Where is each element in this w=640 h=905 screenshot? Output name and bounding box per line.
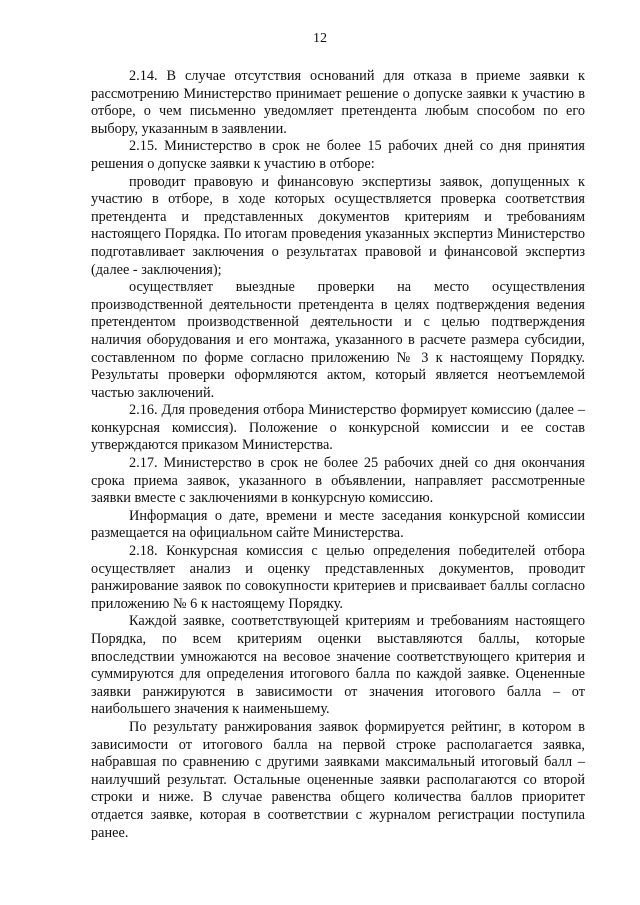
paragraph-2-15: 2.15. Министерство в срок не более 15 рабочих дней со дня принятия решения о допуске заявки к участию в отборе: <box>91 138 585 172</box>
document-body <box>91 68 585 842</box>
paragraph-2-14: 2.14. В случае отсутствия оснований для отказа в приеме заявки к рассмотрению Министерство принимает решение о допуске заявки к участию в отборе, о чем письменно уведомляет претендента любым способом по его выбору, указанным в заявлении. <box>91 68 585 137</box>
paragraph-meeting-info: Информация о дате, времени и месте заседания конкурсной комиссии размещается на официальном сайте Министерства. <box>91 507 585 542</box>
paragraph-2-18: 2.18. Конкурсная комиссия с целью определения победителей отбора осуществляет анализ и оценку представленных документов, проводит ранжирование заявок по совокупности критериев и присваивает баллы согласно приложению № 6 к настоящему Порядку. <box>91 543 585 612</box>
paragraph-2-17: 2.17. Министерство в срок не более 25 рабочих дней со дня окончания срока приема заявок, указанного в объявлении, направляет рассмотренные заявки вместе с заключениями в конкурсную комиссию. <box>91 455 585 507</box>
paragraph-expertise: проводит правовую и финансовую экспертизы заявок, допущенных к участию в отборе, в ходе которых осуществляется проверка соответствия претендента и представленных документов критериям и требованиям настоящего Порядка. По итогам проведения указанных экспертиз Министерство подготавливает заключения о результатах правовой и финансовой экспертиз (далее - заключения); <box>91 173 585 278</box>
paragraph-scoring: Каждой заявке, соответствующей критериям и требованиям настоящего Порядка, по всем критериям оценки выставляются баллы, которые впоследствии умножаются на весовое значение соответствующего критерия и суммируются для определения итогового балла по каждой заявке. Оцененные заявки ранжируются в зависимости от значения итогового балла – от наибольшего значения к наименьшему. <box>91 613 585 718</box>
paragraph-2-16: 2.16. Для проведения отбора Министерство формирует комиссию (далее – конкурсная комиссия). Положение о конкурсной комиссии и ее состав утверждаются приказом Министерства. <box>91 402 585 454</box>
page-number: 12 <box>313 31 327 46</box>
paragraph-site-inspections: осуществляет выездные проверки на место осуществления производственной деятельности претендента в целях подтверждения ведения претендентом производственной деятельности и с целью подтверждения наличия оборудования и его монтажа, указанного в расчете размера субсидии, составленном по форме согласно приложению № 3 к настоящему Порядку. Результаты проверки оформляются актом, который является неотъемлемой частью заключений. <box>91 279 585 401</box>
paragraph-ranking: По результату ранжирования заявок формируется рейтинг, в котором в зависимости от итогового балла на первой строке располагается заявка, набравшая по сравнению с другими заявками максимальный итоговый балл – наилучший результат. Остальные оцененные заявки располагаются со второй строки и ниже. В случае равенства общего количества баллов приоритет отдается заявке, которая в соответствии с журналом регистрации поступила ранее. <box>91 718 585 841</box>
